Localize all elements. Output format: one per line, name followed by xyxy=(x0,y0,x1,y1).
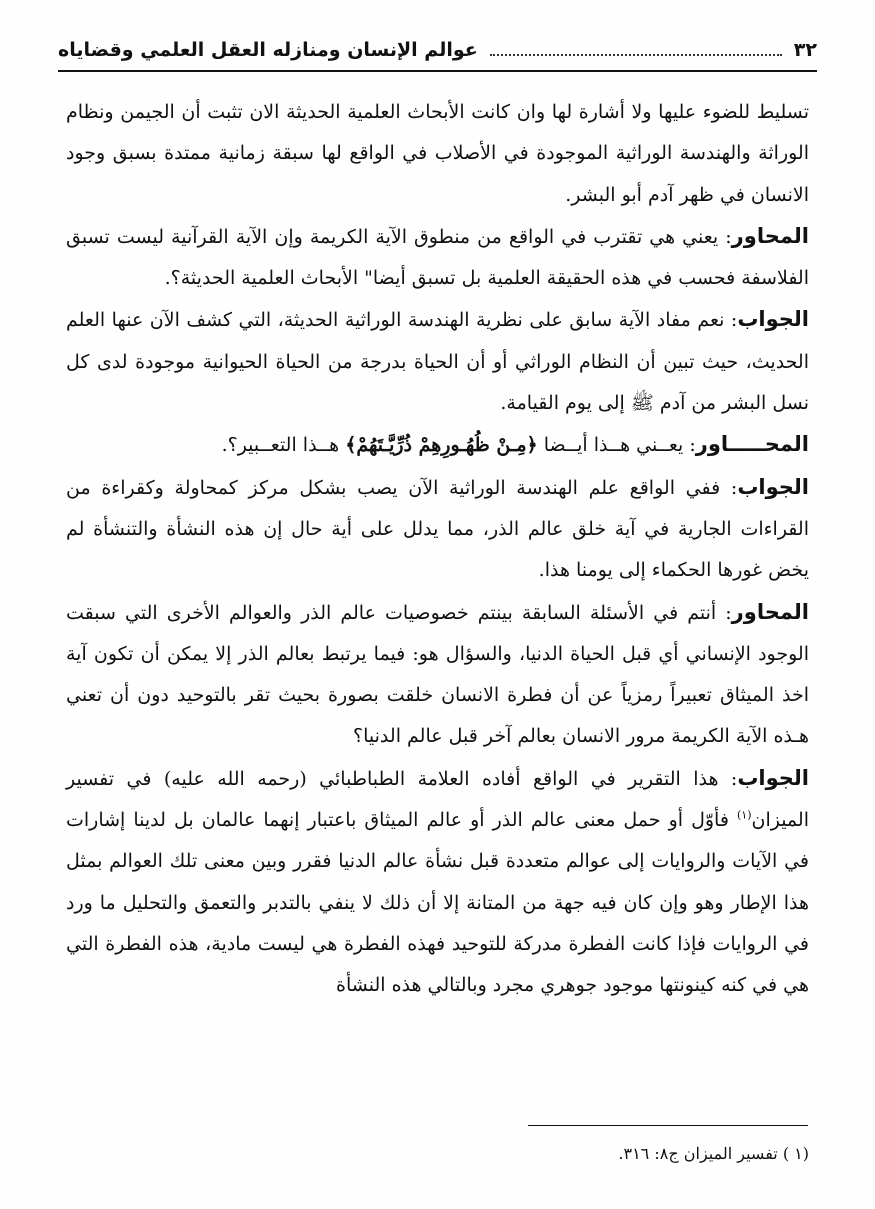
speaker-label-interviewer: المحاور xyxy=(731,599,809,624)
speaker-label-answer: الجواب xyxy=(737,474,809,499)
footnote-marker: (١) xyxy=(736,808,752,822)
paragraph-3 xyxy=(66,299,809,424)
paragraph-5 xyxy=(66,467,809,592)
paragraph-7 xyxy=(66,758,809,1007)
paragraph-text: : يعــني هــذا أيــضا xyxy=(537,434,696,457)
paragraph-text: : ففي الواقع علم الهندسة الوراثية الآن يصب بشكل مركز كمحاولة وكقراءة من القراءات الجارية في آية خلق عالم الذر، مما يدلل على أية حال إن هذه النشأة والتنشأة لم يخض غورها الحكماء إلى يومنا هذا. xyxy=(66,476,809,582)
paragraph-text: فأوّل أو حمل معنى عالم الذر أو عالم الميثاق باعتبار إنهما عالمان بل لدينا إشارات في الآيات والروايات إلى عوالم متعددة قبل نشأة عالم الدنيا فقرر وبين معنى تلك العوالم بمثل هذا الإطار وهو وإن كان فيه جهة من المتانة إلا أن ذلك لا ينفي بالتدبر والتعمق والتحليل ما ورد في الروايات فإذا كانت الفطرة مدركة للتوحيد فهذه الفطرة هي ليست مادية، هذه الفطرة التي هي في كنه كينونتها موجود جوهري مجرد وبالتالي هذه النشأة xyxy=(66,809,809,997)
paragraph-1 xyxy=(66,92,809,216)
speaker-label-answer: الجواب xyxy=(737,765,809,790)
page-number: ٣٢ xyxy=(793,39,817,61)
paragraph-4 xyxy=(66,424,809,466)
paragraph-6 xyxy=(66,592,809,758)
speaker-label-interviewer: المحاور xyxy=(731,223,809,248)
paragraph-text: هــذا التعــبير؟. xyxy=(221,434,346,457)
paragraph-text: : يعني هي تقترب في الواقع من منطوق الآية الكريمة وإن الآية القرآنية ليست تسبق الفلاسفة فحسب في هذه الحقيقة العلمية بل تسبق أيضا" الأبحاث العلمية الحديثة؟. xyxy=(66,225,809,290)
page-header xyxy=(58,30,817,72)
running-title: عوالم الإنسان ومنازله العقل العلمي وقضاياه xyxy=(58,39,478,61)
header-dot-leader xyxy=(490,44,782,56)
paragraph-2 xyxy=(66,216,809,300)
speaker-label-answer: الجواب xyxy=(737,307,809,332)
paragraph-text: : نعم مفاد الآية سابق على نظرية الهندسة الوراثية الحديثة، التي كشف الآن عنها العلم الحديث، حيث تبين أن النظام الوراثي أو أن الحياة بدرجة من الحياة الحيوانية موجودة لدى كل نسل البشر من آدم ﷺ إلى يوم القيامة. xyxy=(66,309,809,415)
paragraph-text: : أنتم في الأسئلة السابقة بينتم خصوصيات عالم الذر والعوالم الأخرى التي سبقت الوجود الإنساني أي قبل الحياة الدنيا، والسؤال هو: فيما يرتبط بعالم الذر إلا يمكن أن تكون آية اخذ الميثاق تعبيراً رمزياً عن أن فطرة الانسان خلقت بصورة بحيث تقر بالتوحيد دون أن تعني هـذه الآية الكريمة مرور الانسان بعالم آخر قبل عالم الدنيا؟ xyxy=(66,601,809,748)
quran-verse: ﴿مِـنْ ظُهُـورِهِمْ ذُرِّيَّـتَهُمْ﴾ xyxy=(345,434,538,457)
page-body xyxy=(66,92,809,1007)
footnote-divider xyxy=(528,1125,808,1126)
paragraph-text: تسليط للضوء عليها ولا أشارة لها وان كانت الأبحاث العلمية الحديثة الان تثبت أن الجيمن ونظام الوراثة والهندسة الوراثية الموجودة في الأصلاب في الواقع لها سبقة زمانية ممتدة بسبق وجود الانسان في ظهر آدم أبو البشر. xyxy=(66,101,809,206)
speaker-label-interviewer: المحـــــاور xyxy=(695,432,809,457)
footnote: (١ ) تفسير الميزان ج٨: ٣١٦. xyxy=(618,1144,809,1163)
paragraph-text: : هذا التقرير في الواقع أفاده العلامة الطباطبائي (رحمه الله عليه) في تفسير الميزان xyxy=(66,767,809,832)
